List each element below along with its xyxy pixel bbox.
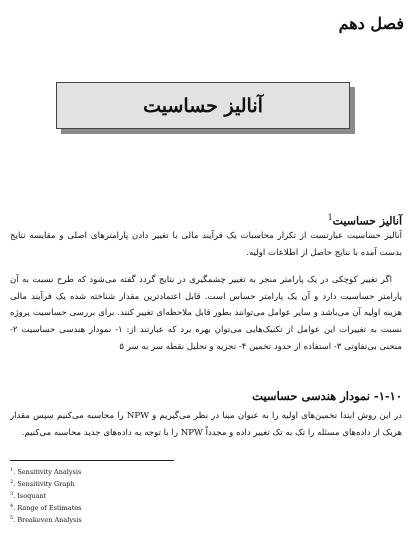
footnote-number: 4 bbox=[10, 502, 14, 509]
paragraph-sensitivity-techniques: اگر تغییر کوچکی در یک پارامتر منجر به تغییر چشمگیری در نتایج گردد گفته می‌شود که طرح نسبت به آن پارامتر حساسیت دارد و آن یک پارامتر حساس است. قابل اعتمادترین مقدار شناخته شده یک فرآیند مالی هزینه اولیه آن می‌باشد و سایر عوامل می‌توانند بطور قابل ملاحظه‌ای تغییر کنند. برای بررسی حساسیت پروژه نسبت به تغییرات این عوامل از تکنیک‌هایی می‌توان بهره برد که عبارتند از: ۱- نمودار هندسی حساسیت ۲- منحنی بی‌تفاوتی ۳- استفاده از حدود تخمین ۴- تجزیه و تحلیل نقطه سر به سر ۵ bbox=[10, 275, 402, 352]
footnote-divider bbox=[10, 460, 174, 461]
paragraph-graph-method: در این روش ابتدا تخمین‌های اولیه را به عنوان مبنا در نظر می‌گیریم و NPW را محاسبه می‌کنیم سپس مقدار هریک از داده‌های مسئله را تک به تک تغییر داده و مجدداً NPW را با توجه به داده‌های جدید محاسبه می‌کنیم. bbox=[10, 411, 402, 438]
footnote-number: 5 bbox=[10, 514, 14, 521]
footnote-text: Breakeven Analysis bbox=[17, 515, 82, 524]
paragraph-definition: آنالیز حساسیت عبارتست از تکرار محاسبات یک فرآیند مالی با تغییر دادن پارامترهای اصلی و مقایسه نتایج بدست آمده با نتایج حاصل از اطلاعات اولیه. bbox=[10, 231, 402, 258]
footnote-number: 3 bbox=[10, 490, 14, 497]
section-heading-text: آنالیز حساسیت bbox=[332, 214, 402, 228]
section-heading-sensitivity bbox=[328, 213, 402, 228]
chapter-title: آنالیز حساسیت bbox=[143, 94, 263, 117]
footnote-text: Sensitivity Graph bbox=[17, 480, 75, 489]
footnote-item: $^4$. Range of Estimates bbox=[10, 502, 82, 513]
chapter-title-box bbox=[56, 82, 350, 129]
chapter-label: فصل دهم bbox=[338, 14, 404, 33]
footnote-text: Isoquant bbox=[17, 492, 47, 501]
footnote-list bbox=[10, 466, 82, 526]
footnote-item: $^2$. Sensitivity Graph bbox=[10, 478, 75, 489]
footnote-text: Range of Estimates bbox=[17, 504, 82, 513]
footnote-item: $^1$. Sensitivity Analysis bbox=[10, 467, 82, 477]
footnote-number: 1 bbox=[10, 467, 14, 473]
footnote-text: Sensitivity Analysis bbox=[17, 468, 82, 477]
footnote-mark: 1 bbox=[327, 213, 333, 222]
footnote-item: $^5$. Breakeven Analysis bbox=[10, 514, 82, 524]
footnote-item: $^3$. Isoquant bbox=[10, 490, 47, 501]
section-heading-graph: ۱-۱۰- نمودار هندسی حساسیت bbox=[252, 389, 402, 403]
footnote-number: 2 bbox=[10, 478, 14, 485]
